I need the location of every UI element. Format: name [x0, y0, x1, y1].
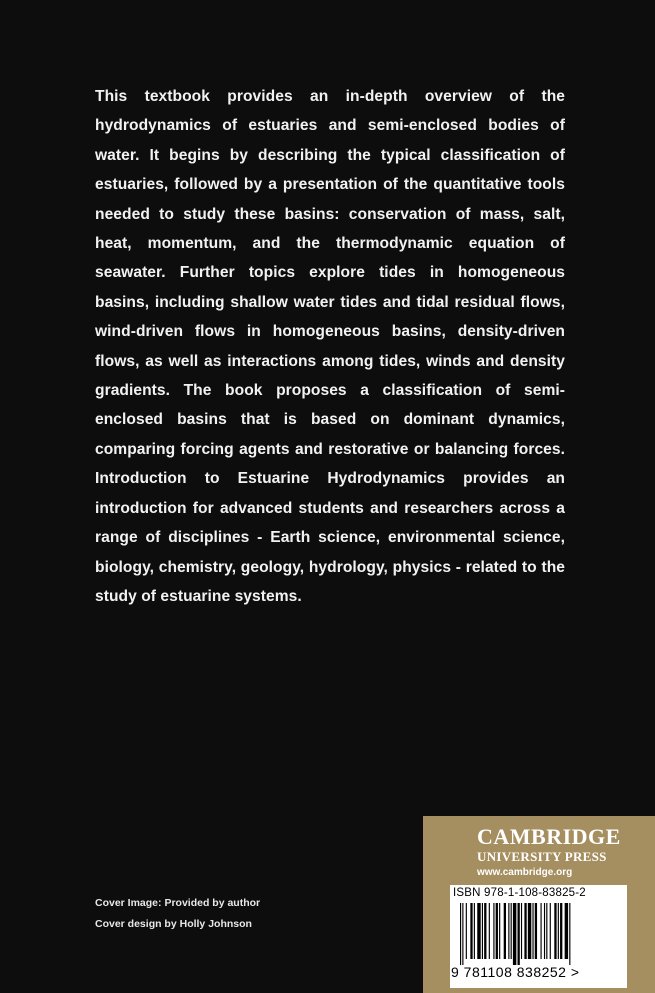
barcode-bar: [466, 903, 467, 959]
barcode-bar: [470, 903, 472, 959]
cover-credits: [95, 893, 260, 935]
barcode-bar: [508, 903, 509, 959]
barcode-bar: [493, 903, 494, 959]
barcode-bar: [569, 903, 570, 965]
barcode-bar: [535, 903, 537, 959]
barcode-bar: [546, 903, 547, 959]
barcode-bar: [521, 903, 522, 959]
isbn-barcode: [450, 885, 627, 988]
barcode-bar: [524, 903, 526, 959]
barcode-bar: [504, 903, 506, 959]
cover-design-credit: Cover design by Holly Johnson: [95, 918, 252, 930]
barcode-bar: [544, 903, 545, 959]
barcode-bar: [482, 903, 483, 959]
barcode-bar: [484, 903, 486, 959]
barcode-bar: [560, 903, 562, 959]
barcode-bar: [518, 903, 520, 965]
barcode-bars: [460, 903, 617, 965]
barcode-bar: [477, 903, 480, 959]
barcode-bar: [489, 903, 490, 959]
barcode-bar: [532, 903, 533, 959]
publisher-website: www.cambridge.org: [477, 867, 573, 878]
publisher-panel: [423, 816, 655, 993]
barcode-bar: [499, 903, 500, 959]
publisher-name: CAMBRIDGE: [477, 824, 621, 849]
barcode-bar: [462, 903, 463, 965]
barcode-bar: [496, 903, 498, 959]
barcode-bar: [565, 903, 568, 959]
barcode-bar: [554, 903, 556, 959]
barcode-bar: [541, 903, 542, 959]
back-cover-blurb: This textbook provides an in-depth overview of the hydrodynamics of estuaries and semi-enclosed bodies of water. It begins by describing the typical classification of estuaries, followed by a presentation of the quantitative tools needed to study these basins: conservation of mass, salt, heat, momentum, and the thermodynamic equation of seawater. Further topics explore tides in homogeneous basins, including shallow water tides and tidal residual flows, wind-driven flows in homogeneous basins, density-driven flows, as well as interactions among tides, winds and density gradients. The book proposes a classification of semi-enclosed basins that is based on dominant dynamics, comparing forcing agents and restorative or balancing forces. Introduction to Estuarine Hydrodynamics provides an introduction for advanced students and researchers across a range of disciplines - Earth science, environmental science, biology, chemistry, geology, hydrology, physics - related to the study of estuarine systems.: [95, 88, 565, 605]
barcode-bar: [558, 903, 559, 959]
barcode-bar: [460, 903, 461, 965]
barcode-bar: [513, 903, 516, 965]
barcode-bar: [528, 903, 531, 959]
cover-image-credit: Cover Image: Provided by author: [95, 897, 261, 909]
barcode-bar: [511, 903, 512, 959]
barcode-bar: [474, 903, 475, 959]
barcode-digits: 9 781108 838252 >: [451, 964, 580, 980]
isbn-label: ISBN 978-1-108-83825-2: [453, 887, 586, 899]
barcode-bar: [550, 903, 551, 959]
publisher-subname: UNIVERSITY PRESS: [477, 849, 607, 864]
